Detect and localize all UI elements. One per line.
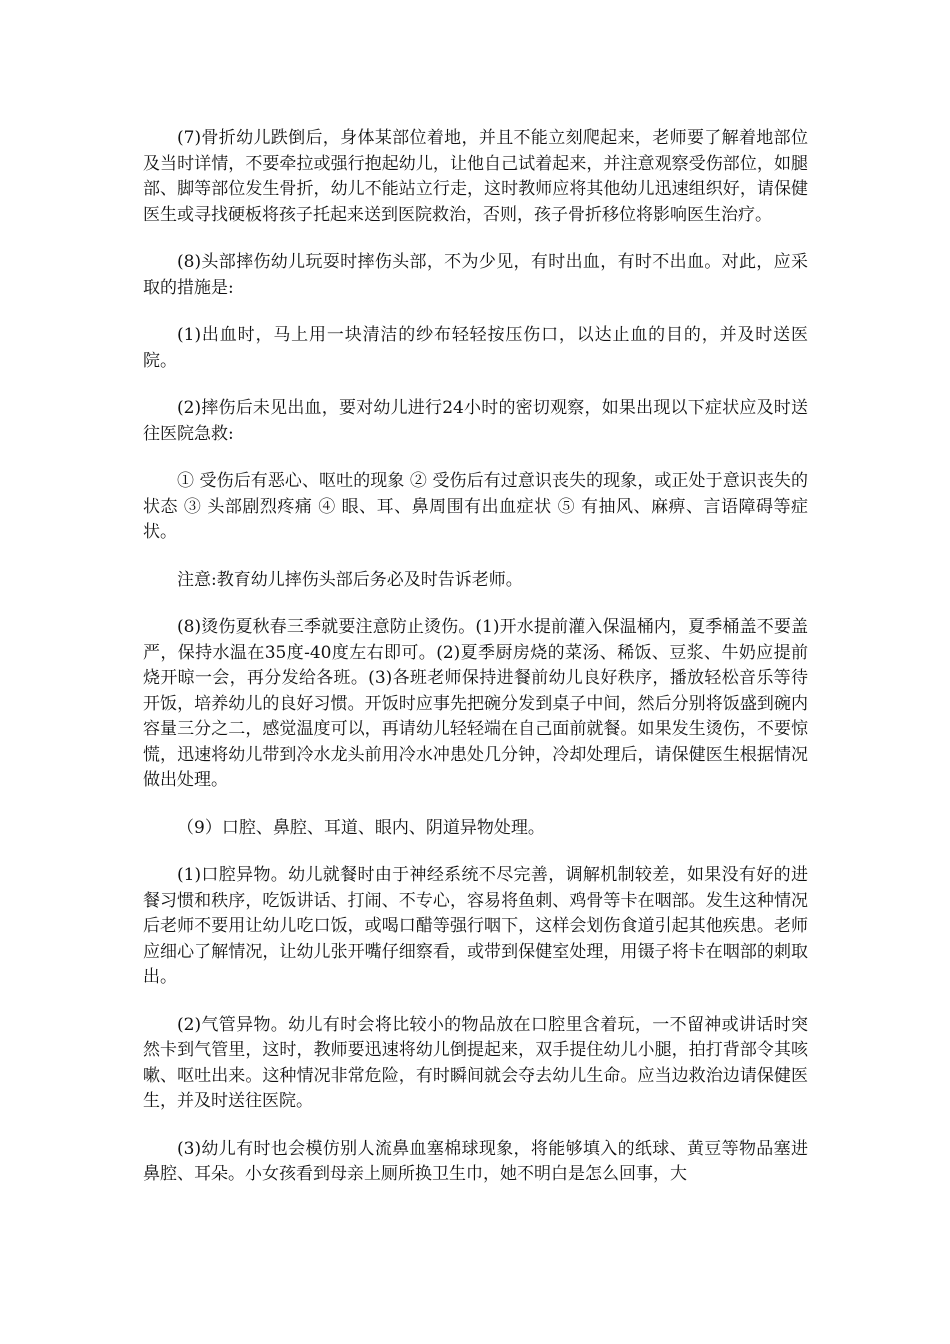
paragraph-head-injury: (8)头部摔伤幼儿玩耍时摔伤头部，不为少见，有时出血，有时不出血。对此，应采取的措施是: — [143, 252, 808, 298]
paragraph-airway-foreign-body: (2)气管异物。幼儿有时会将比较小的物品放在口腔里含着玩，一不留神或讲话时突然卡到气管里，这时，教师要迅速将幼儿倒提起来，双手提住幼儿小腿，拍打背部令其咳嗽、呕吐出来。这种情况非常危险，有时瞬间就会夺去幼儿生命。应当边救治边请保健医生，并及时送往医院。 — [143, 1014, 808, 1111]
paragraph-bleeding: (1)出血时，马上用一块清洁的纱布轻轻按压伤口，以达止血的目的，并及时送医院。 — [143, 325, 808, 371]
paragraph-no-bleeding: (2)摔伤后未见出血，要对幼儿进行24小时的密切观察，如果出现以下症状应及时送往医院急救: — [143, 398, 808, 444]
paragraph-nasal-ear-foreign-body: (3)幼儿有时也会模仿别人流鼻血塞棉球现象，将能够填入的纸球、黄豆等物品塞进鼻腔、耳朵。小女孩看到母亲上厕所换卫生巾，她不明白是怎么回事，大 — [143, 1138, 808, 1184]
paragraph-symptoms: ① 受伤后有恶心、呕吐的现象 ② 受伤后有过意识丧失的现象，或正处于意识丧失的状态 ③ 头部剧烈疼痛 ④ 眼、耳、鼻周围有出血症状 ⑤ 有抽风、麻痹、言语障碍等症状。 — [143, 471, 808, 542]
paragraph-oral-foreign-body: (1)口腔异物。幼儿就餐时由于神经系统不尽完善，调解机制较差，如果没有好的进餐习惯和秩序，吃饭讲话、打闹、不专心，容易将鱼刺、鸡骨等卡在咽部。发生这种情况后老师不要用让幼儿吃口饭，或喝口醋等强行咽下，这样会划伤食道引起其他疾患。老师应细心了解情况，让幼儿张开嘴仔细察看，或带到保健室处理，用镊子将卡在咽部的刺取出。 — [143, 865, 808, 987]
paragraph-fracture: (7)骨折幼儿跌倒后，身体某部位着地，并且不能立刻爬起来，老师要了解着地部位及当时详情，不要牵拉或强行抱起幼儿，让他自己试着起来，并注意观察受伤部位，如腿部、脚等部位发生骨折，幼儿不能站立行走，这时教师应将其他幼儿迅速组织好，请保健医生或寻找硬板将孩子托起来送到医院救治，否则，孩子骨折移位将影响医生治疗。 — [143, 128, 808, 225]
paragraph-note: 注意:教育幼儿摔伤头部后务必及时告诉老师。 — [177, 569, 523, 590]
paragraph-scald: (8)烫伤夏秋春三季就要注意防止烫伤。(1)开水提前灌入保温桶内，夏季桶盖不要盖严，保持水温在35度-40度左右即可。(2)夏季厨房烧的菜汤、稀饭、豆浆、牛奶应提前烧开晾一会，再分发给各班。(3)各班老师保持进餐前幼儿良好秩序，播放轻松音乐等待开饭，培养幼儿的良好习惯。开饭时应事先把碗分发到桌子中间，然后分别将饭盛到碗内容量三分之二，感觉温度可以，再请幼儿轻轻端在自己面前就餐。如果发生烫伤，不要惊慌，迅速将幼儿带到冷水龙头前用冷水冲患处几分钟，冷却处理后，请保健医生根据情况做出处理。 — [143, 617, 808, 790]
document-body — [143, 126, 808, 1210]
paragraph-foreign-body-heading: （9）口腔、鼻腔、耳道、眼内、阴道异物处理。 — [177, 817, 545, 838]
